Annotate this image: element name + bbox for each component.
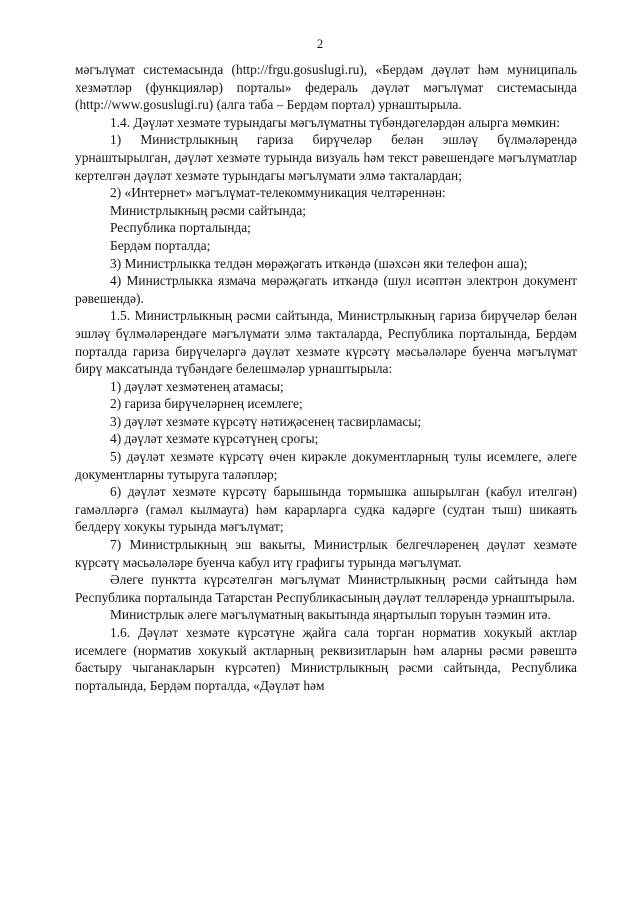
paragraph: Министрлык әлеге мәгълүматның вакытында яңартылып торуын тәэмин итә.	[110, 607, 551, 623]
paragraph: 2) гариза бирүчеләрнең исемлеге;	[110, 396, 303, 412]
paragraph: 6) дәүләт хезмәте күрсәтү барышында тормышка ашырылган (кабул ителгән) гамәлләргә (гамәл кылмауга) һәм карарларга судка кадәрге (судтан тыш) шикаять белдерү хокукы турында мәгълүмат;	[75, 484, 577, 535]
paragraph: Бердәм порталда;	[110, 237, 211, 253]
paragraph: 4) дәүләт хезмәте күрсәтүнең срогы;	[110, 431, 319, 447]
paragraph: мәгълүмат системасында (http://frgu.gosuslugi.ru), «Бердәм дәүләт һәм муниципаль хезмәтләр (функцияләр) порталы» федераль дәүләт мәгълүмат системасында (http://www.gosuslugi.ru) (алга таба – Бердәм портал) урнаштырыла.	[75, 62, 577, 113]
paragraph: Министрлыкның рәсми сайтында;	[110, 202, 307, 218]
paragraph: 1.4. Дәүләт хезмәте турындагы мәгълүматны түбәндәгеләрдән алырга мөмкин:	[110, 114, 560, 130]
paragraph: 1.6. Дәүләт хезмәте күрсәтүне җайга сала торган норматив хокукый актлар исемлеге (норматив хокукый актларның реквизитларын һәм аларны рәсми рәвештә бастыру чыганакларын күрсәтеп) Министрлыкның рәсми сайтында, Республика порталында, Бердәм порталда, «Дәүләт һәм	[75, 625, 577, 693]
document-body	[75, 61, 577, 694]
paragraph: 4) Министрлыкка язмача мөрәҗәгать иткәндә (шул исәптән электрон документ рәвешендә).	[75, 273, 577, 306]
paragraph: 1) Министрлыкның гариза бирүчеләр белән эшләү бүлмәләрендә урнаштырылган, дәүләт хезмәте турында визуаль һәм текст рәвешендәге мәгълүматлар кертелгән дәүләт хезмәте турындагы мәгълүмати элмә такталардан;	[75, 132, 577, 183]
paragraph: Әлеге пунктта күрсәтелгән мәгълүмат Министрлыкның рәсми сайтында һәм Республика порталында Татарстан Республикасының дәүләт телләрендә урнаштырыла.	[75, 572, 577, 605]
paragraph: 5) дәүләт хезмәте күрсәтү өчен кирәкле документларның тулы исемлеге, әлеге документларны тутыруга таләпләр;	[75, 449, 577, 482]
page-number: 2	[316, 36, 324, 51]
paragraph: 3) дәүләт хезмәте күрсәтү нәтиҗәсенең тасвирламасы;	[110, 413, 422, 429]
paragraph: 1) дәүләт хезмәтенең атамасы;	[110, 378, 284, 394]
paragraph: Республика порталында;	[110, 220, 251, 236]
paragraph: 7) Министрлыкның эш вакыты, Министрлык белгечләренең дәүләт хезмәте күрсәтү мәсьәләләре буенча кабул итү графигы турында мәгълүмат.	[75, 537, 577, 570]
paragraph: 2) «Интернет» мәгълүмат-телекоммуникация челтәреннән:	[110, 185, 446, 201]
paragraph: 3) Министрлыкка телдән мөрәҗәгать иткәндә (шәхсән яки телефон аша);	[110, 255, 528, 271]
paragraph: 1.5. Министрлыкның рәсми сайтында, Министрлыкның гариза бирүчеләр белән эшләү бүлмәләрендәге мәгълүмати элмә такталарда, Республика порталында, Бердәм порталда гариза бирүчеләргә дәүләт хезмәте күрсәтү мәсьәләләре буенча мәгълүмат бирү максатында түбәндәге белешмәләр урнаштырыла:	[75, 308, 577, 377]
